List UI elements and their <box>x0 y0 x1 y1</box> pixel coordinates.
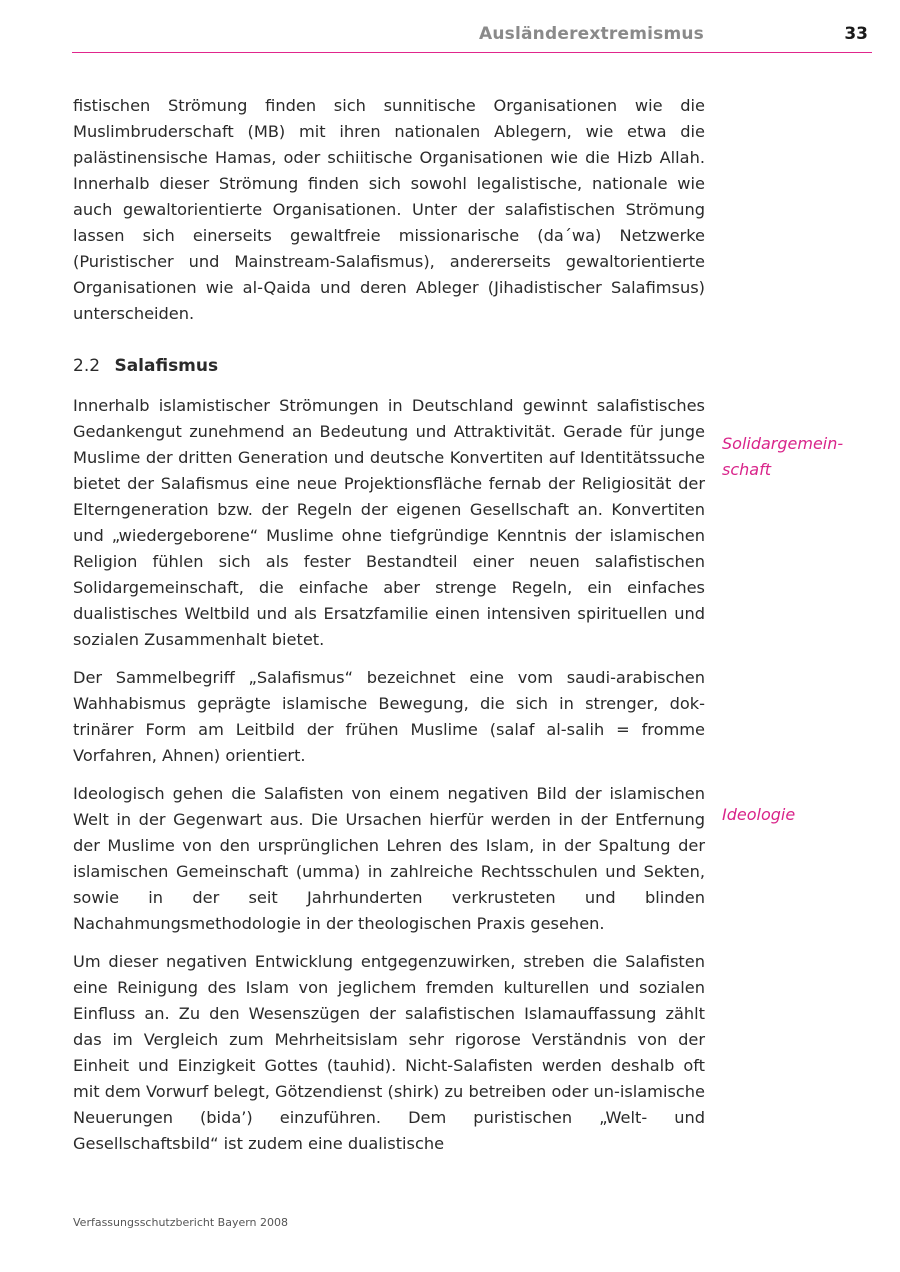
margin-note-solidargemeinschaft: Solidargemein- schaft <box>722 434 844 479</box>
body-paragraph: fistischen Strömung finden sich sunnitische Organisationen wie die Muslimbruderschaft (MB) mit ihren nationalen Ablegern, wie etwa die palästinensische Hamas, oder schiitische Organisationen wie die Hizb Allah. Innerhalb dieser Strömung finden sich sowohl legalistische, nationale wie auch gewaltorientierte Organisationen. Unter der salafistischen Strömung lassen sich einerseits gewaltfreie missionarische (da´wa) Netzwerke (Puristischer und Mainstream-Salafismus), andererseits gewaltorientierte Organisationen wie al-Qaida und deren Ableger (Jihadistischer Salafimsus) unterscheiden. <box>73 96 705 323</box>
body-paragraph: Um dieser negativen Entwicklung entgegenzuwirken, streben die Salafisten eine Reinigung des Islam von jeglichem fremden kulturellen und sozialen Einfluss an. Zu den Wesenszügen der salafistischen Islamauffassung zählt das im Vergleich zum Mehrheitsislam sehr rigorose Verständnis von der Einheit und Einzigkeit Gottes (tauhid). Nicht-Salafisten werden deshalb oft mit dem Vorwurf belegt, Götzendienst (shirk) zu betreiben oder un-islamische Neuerungen (bida’) einzuführen. Dem puristischen „Welt- und Gesellschaftsbild“ ist zudem eine dualistische <box>73 952 705 1153</box>
section-title: Salafismus <box>114 356 219 376</box>
running-header <box>72 0 872 53</box>
page-number: 33 <box>844 24 868 44</box>
body-paragraph: Der Sammelbegriff „Salafismus“ bezeichnet eine vom saudi-arabischen Wahhabismus geprägte islamische Bewegung, die sich in strenger, doktrinärer Form am Leitbild der frühen Muslime (salaf al-salih = fromme Vorfahren, Ahnen) orientiert. <box>73 668 705 765</box>
page-footer: Verfassungsschutzbericht Bayern 2008 <box>73 1216 289 1229</box>
margin-note-ideologie: Ideologie <box>722 805 796 824</box>
section-heading <box>73 353 705 379</box>
header-title: Ausländerextremismus <box>479 24 704 44</box>
main-content <box>73 93 705 1169</box>
body-paragraph: Ideologisch gehen die Salafisten von einem negativen Bild der islamischen Welt in der Gegenwart aus. Die Ursachen hierfür werden in der Entfernung der Muslime von den ursprünglichen Lehren des Islam, in der Spaltung der islamischen Gemeinschaft (umma) in zahlreiche Rechtsschulen und Sekten, sowie in der seit Jahrhunderten verkrusteten und blinden Nachahmungsmethodologie in der theologischen Praxis gesehen. <box>73 784 705 933</box>
section-number: 2.2 <box>73 356 101 376</box>
body-paragraph: Innerhalb islamistischer Strömungen in Deutschland gewinnt salafistisches Gedankengut zunehmend an Bedeutung und Attraktivität. Gerade für junge Muslime der dritten Generation und deutsche Konvertiten auf Identitätssuche bietet der Salafismus eine neue Projektionsfläche fernab der Religiosität der Elterngeneration bzw. der Regeln der eigenen Gesellschaft an. Konvertiten und „wiedergeborene“ Muslime ohne tiefgründige Kenntnis der islamischen Religion fühlen sich als fester Bestandteil einer neuen salafistischen Solidargemeinschaft, die einfache aber strenge Regeln, ein einfaches dualistisches Weltbild und als Ersatzfamilie einen intensiven spirituellen und sozialen Zusammenhalt bietet. <box>73 396 705 649</box>
